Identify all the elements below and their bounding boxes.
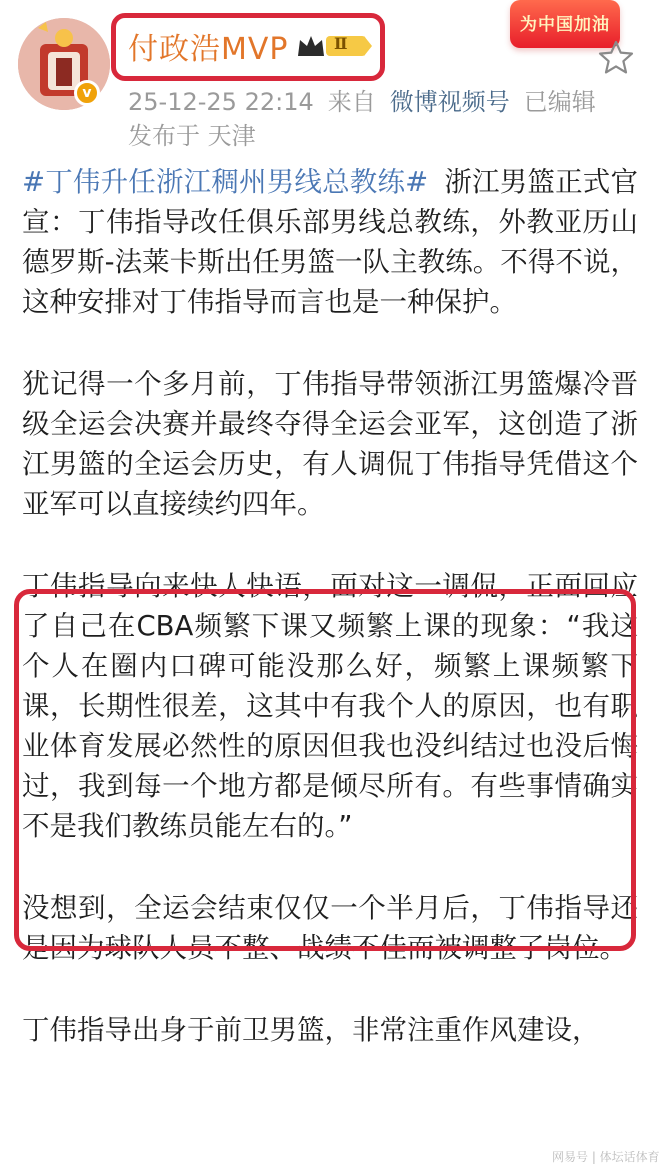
promo-badge-label: 为中国加油: [520, 15, 610, 35]
post-location: 发布于 天津: [128, 122, 256, 150]
paragraph-3-quote: 丁伟指导向来快人快语，面对这一调侃，正面回应了自己在CBA频繁下课又频繁上课的现象：“我这个人在圈内口碑可能没那么好，频繁上课频繁下课，长期性很差，这其中有我个人的原因，也有职业体育发展必然性的原因但我也没纠结过也没后悔过，我到每一个地方都是倾尽所有。有些事情确实不是我们教练员能左右的。”: [22, 570, 638, 842]
paragraph-1-text: 浙江男篮正式官宣：丁伟指导改任俱乐部男线总教练，外教亚历山德罗斯-法莱卡斯出任男篮一队主教练。不得不说，这种安排对丁伟指导而言也是一种保护。: [22, 166, 638, 318]
post-meta: [128, 82, 596, 117]
hashtag-link[interactable]: #丁伟升任浙江稠州男线总教练#: [22, 166, 429, 198]
quote-highlight-box: [14, 589, 636, 951]
post-source-link[interactable]: 微博视频号: [389, 88, 510, 116]
paragraph-1: [22, 162, 638, 322]
verified-badge-icon: v: [74, 80, 100, 106]
paragraph-2: 犹记得一个多月前，丁伟指导带领浙江男篮爆冷晋级全运会决赛并最终夺得全运会亚军，这创造了浙江男篮的全运会历史，有人调侃丁伟指导凭借这个亚军可以直接续约四年。: [22, 368, 638, 520]
post-timestamp: 25-12-25 22:14: [128, 88, 314, 116]
star-outline-icon[interactable]: [596, 38, 636, 78]
paragraph-4: 没想到，全运会结束仅仅一个半月后，丁伟指导还是因为球队人员不整、战绩不佳而被调整了岗位。: [22, 892, 638, 964]
source-prefix: 来自: [327, 88, 376, 116]
author-name[interactable]: 付政浩MVP: [128, 32, 289, 67]
watermark: 网易号 | 体坛话体育: [552, 1150, 660, 1164]
vip-level: Ⅱ: [334, 34, 348, 53]
edited-label: 已编辑: [523, 88, 596, 116]
post-header: [0, 0, 660, 160]
paragraph-5: 丁伟指导出身于前卫男篮，非常注重作风建设，: [22, 1014, 600, 1046]
